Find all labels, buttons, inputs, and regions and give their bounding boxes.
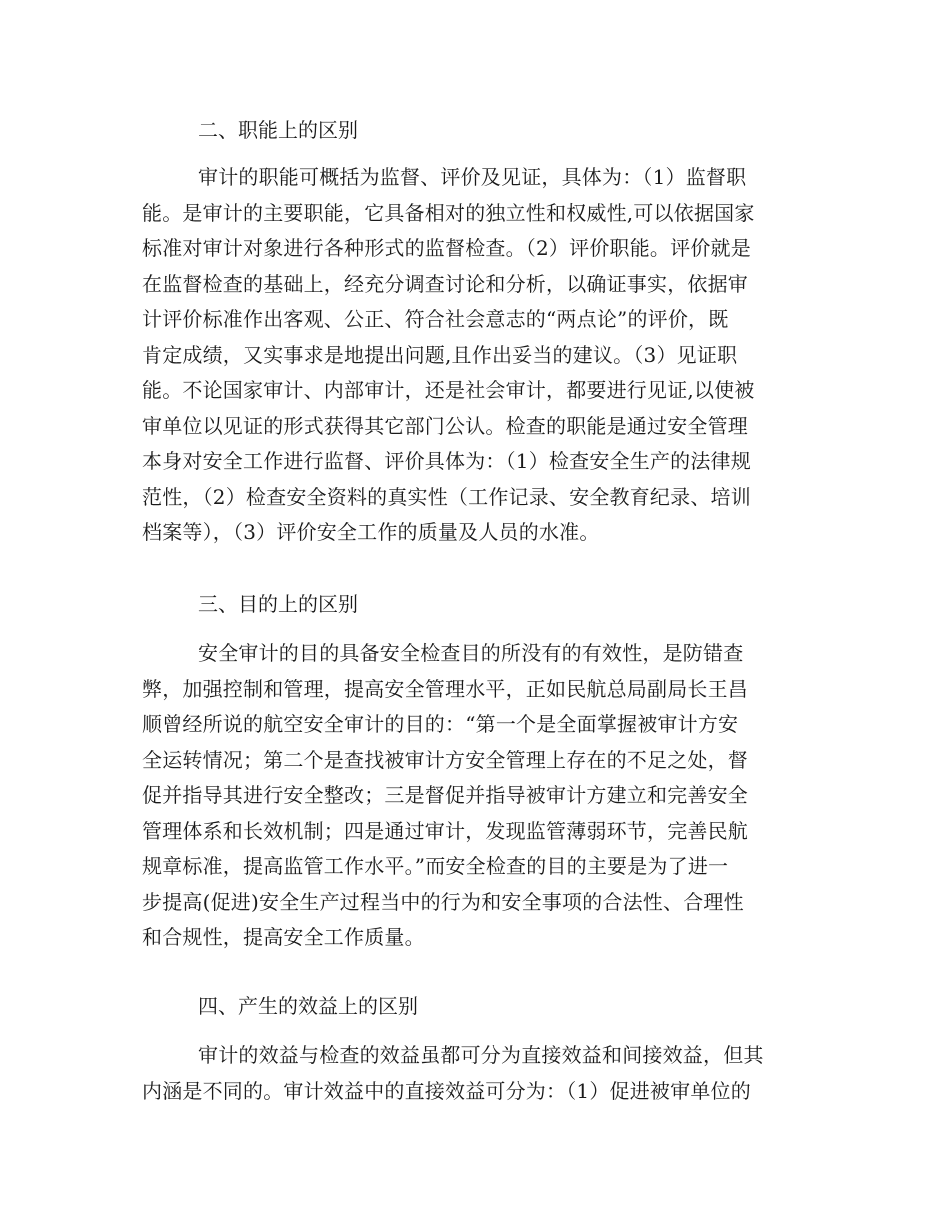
paragraph-line: 能。不论国家审计、内部审计，还是社会审计，都要进行见证,以使被 <box>142 378 755 402</box>
paragraph-line: 顺曾经所说的航空安全审计的目的：“第一个是全面掌握被审计方安 <box>142 712 739 736</box>
paragraph-line: 在监督检查的基础上，经充分调查讨论和分析，以确证事实，依据审 <box>142 271 748 296</box>
paragraph-line: 规章标准，提高监管工作水平。”而安全检查的目的主要是为了进一 <box>142 854 729 878</box>
paragraph-line: 档案等），（3）评价安全工作的质量及人员的水准。 <box>142 520 600 544</box>
paragraph-line: 管理体系和长效机制；四是通过审计，发现监管薄弱环节，完善民航 <box>142 818 748 843</box>
paragraph-line: 促并指导其进行安全整改；三是督促并指导被审计方建立和完善安全 <box>142 783 748 807</box>
paragraph-line: 内涵是不同的。审计效益中的直接效益可分为：（1）促进被审单位的 <box>142 1078 751 1103</box>
paragraph-line: 审计的效益与检查的效益虽都可分为直接效益和间接效益，但其 <box>198 1043 764 1067</box>
paragraph-line: 范性，（2）检查安全资料的真实性（工作记录、安全教育纪录、培训 <box>142 484 751 509</box>
section-paragraph <box>142 160 810 551</box>
paragraph-line: 计评价标准作出客观、公正、符合社会意志的“两点论”的评价，既 <box>142 307 729 331</box>
section-heading: 四、产生的效益上的区别 <box>198 994 418 1018</box>
paragraph-line: 能。是审计的主要职能，它具备相对的独立性和权威性,可以依据国家 <box>142 200 755 225</box>
paragraph-line: 标准对审计对象进行各种形式的监督检查。（2）评价职能。评价就是 <box>142 236 751 260</box>
section-paragraph <box>142 1038 810 1109</box>
paragraph-line: 审计的职能可概括为监督、评价及见证，具体为：（1）监督职 <box>198 165 747 189</box>
paragraph-line: 步提高(促进)安全生产过程当中的行为和安全事项的合法性、合理性 <box>142 889 744 914</box>
paragraph-line: 全运转情况；第二个是查找被审计方安全管理上存在的不足之处，督 <box>142 747 748 772</box>
section-heading: 三、目的上的区别 <box>198 592 358 616</box>
paragraph-line: 肯定成绩，又实事求是地提出问题,且作出妥当的建议。（3）见证职 <box>142 342 738 367</box>
paragraph-line: 和合规性，提高安全工作质量。 <box>142 925 425 949</box>
paragraph-line: 本身对安全工作进行监督、评价具体为：（1）检查安全生产的法律规 <box>142 449 751 473</box>
paragraph-line: 弊，加强控制和管理，提高安全管理水平，正如民航总局副局长王昌 <box>142 676 748 701</box>
paragraph-line: 审单位以见证的形式获得其它部门公认。检查的职能是通过安全管理 <box>142 413 748 438</box>
paragraph-line: 安全审计的目的具备安全检查目的所没有的有效性，是防错查 <box>198 641 744 665</box>
section-heading: 二、职能上的区别 <box>198 118 358 142</box>
section-paragraph <box>142 636 810 956</box>
